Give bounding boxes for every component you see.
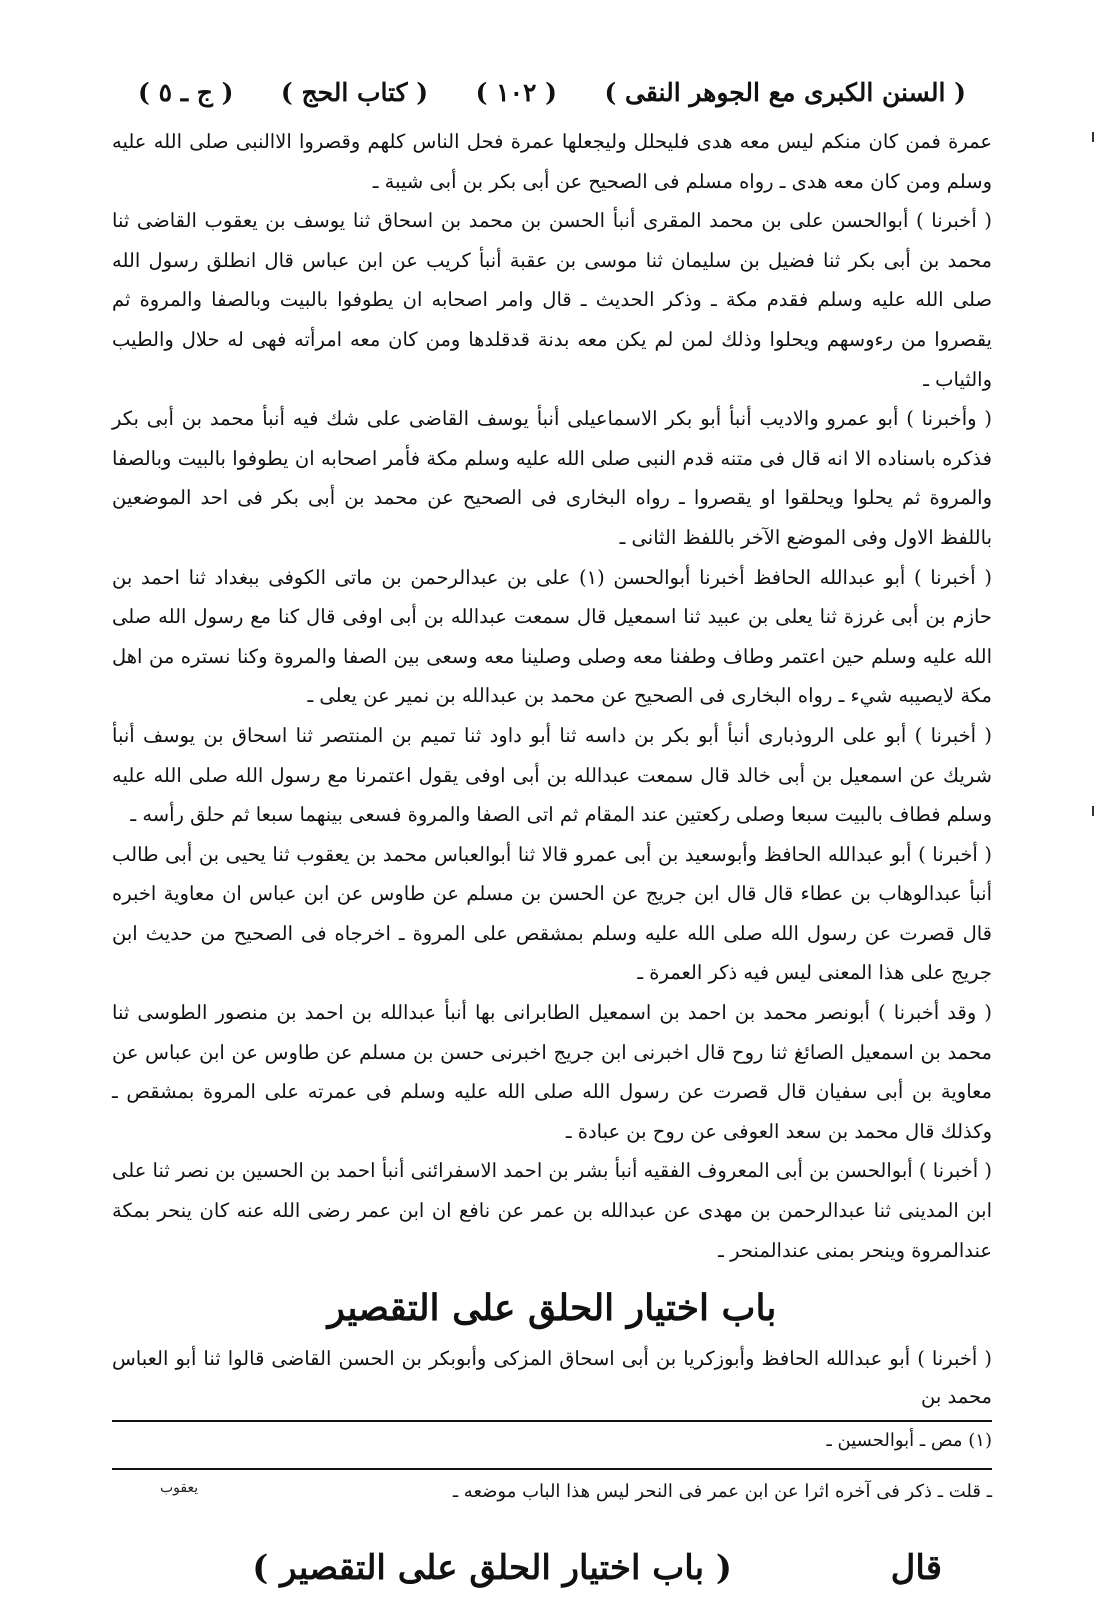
commentary-qala: قال [890,1548,942,1589]
footnote: (١) مص ـ أبوالحسين ـ [826,1430,992,1452]
paragraph: ( أخبرنا ) أبو على الروذبارى أنبأ أبو بكر بن داسه ثنا أبو داود ثنا تميم بن المنتصر ثنا اسحاق بن يوسف أنبأ شريك عن اسمعيل بن أبى خالد قال سمعت عبدالله بن أبى اوفى يقول اعتمرنا مع رسول الله صلى الله عليه وسلم فطاف بالبيت سبعا وصلى ركعتين عند المقام ثم اتى الصفا والمروة فسعى بينهما سبعا ثم حلق رأسه ـ [112,723,992,827]
paragraph: ( وأخبرنا ) أبو عمرو والاديب أنبأ أبو بكر الاسماعيلى أنبأ يوسف القاضى على شك فيه أنبأ محمد بن أبى بكر فذكره باسناده الا انه قال فى متنه قدم النبى صلى الله عليه وسلم مكة فأمر اصحابه ان يطوفوا بالبيت وبالصفا والمروة ثم يحلوا ويحلقوا او يقصروا ـ رواه البخارى فى الصحيح عن محمد بن أبى بكر فى احد الموضعين باللفظ الاول وفى الموضع الآخر باللفظ الثانى ـ [112,407,992,549]
section-title: ( كتاب الحج ) [280,78,429,107]
commentary-divider [112,1468,992,1470]
margin-mark-middle [1092,806,1094,816]
margin-mark-top [1092,132,1094,142]
paragraph: ( أخبرنا ) أبو عبدالله الحافظ وأبوسعيد بن أبى عمرو قالا ثنا أبوالعباس محمد بن يعقوب ثنا يحيى بن أبى طالب أنبأ عبدالوهاب بن عطاء قال قال ابن جريج عن الحسن بن مسلم عن طاوس عن ابن عباس ان معاوية اخبره قال قصرت عن رسول الله صلى الله عليه وسلم بمشقص على المروة ـ اخرجاه فى الصحيح من حديث ابن جريج على هذا المعنى ليس فيه ذكر العمرة ـ [112,842,992,985]
chapter-first-line: ( أخبرنا ) أبو عبدالله الحافظ وأبوزكريا بن أبى اسحاق المزكى وأبوبكر بن الحسن القاضى قالوا ثنا أبو العباس محمد بن [112,1347,992,1409]
commentary-text: ـ قلت ـ ذكر فى آخره اثرا عن ابن عمر فى النحر ليس هذا الباب موضعه ـ [452,1481,992,1503]
running-header [112,70,992,116]
paragraph: ( أخبرنا ) أبوالحسن بن أبى المعروف الفقيه أنبأ بشر بن احمد الاسفرائنى أنبأ احمد بن الحسين بن نصر ثنا على ابن المدينى ثنا عبدالرحمن بن مهدى عن عبدالله بن عمر عن نافع ان ابن عمر رضى الله عنه كان ينحر بمكة عندالمروة وينحر بمنى عندالمنحر ـ [112,1159,992,1262]
paragraph: عمرة فمن كان منكم ليس معه هدى فليحلل وليجعلها عمرة فحل الناس كلهم وقصروا الاالنبى صلى الله عليه وسلم ومن كان معه هدى ـ رواه مسلم فى الصحيح عن أبى بكر بن أبى شيبة ـ [112,130,992,193]
paragraph: ( أخبرنا ) أبو عبدالله الحافظ أخبرنا أبوالحسن (١) على بن عبدالرحمن بن ماتى الكوفى ببغداد ثنا احمد بن حازم بن أبى غرزة ثنا يعلى بن عبيد ثنا اسمعيل قال سمعت عبدالله بن أبى اوفى قال كنا مع رسول الله صلى الله عليه وسلم حين اعتمر وطاف وطفنا معه وصلى وصلينا معه وسعى بين الصفا والمروة وكنا نستره من اهل مكة لايصيبه شيء ـ رواه البخارى فى الصحيح عن محمد بن عبدالله بن نمير عن يعلى ـ [112,565,992,708]
paragraph: ( أخبرنا ) أبوالحسن علی بن محمد المقرى أنبأ الحسن بن محمد بن اسحاق ثنا يوسف بن يعقوب القاضى ثنا محمد بن أبى بكر ثنا فضيل بن سليمان ثنا موسى بن عقبة أنبأ كريب عن ابن عباس قال انطلق رسول الله صلى الله عليه وسلم فقدم مكة ـ وذكر الحديث ـ قال وامر اصحابه ان يطوفوا بالبيت وبالصفا والمروة ثم يقصروا من رءوسهم ويحلوا وذلك لمن لم يكن معه بدنة قدقلدها ومن كان معه امرأته فهى له حلال والطيب والثياب ـ [112,209,992,391]
signature: يعقوب [160,1480,199,1496]
commentary-heading [112,1528,992,1608]
page-number: ( ١٠٢ ) [475,78,558,107]
page [112,70,992,1608]
commentary-title: ( باب اختيار الحلق على التقصير ) [252,1548,732,1589]
chapter-title: باب اختيار الحلق على التقصير [327,1287,777,1330]
volume-label: ( ج ـ ٥ ) [138,78,234,107]
book-title: ( السنن الكبرى مع الجوهر النقى ) [604,78,966,107]
paragraph: ( وقد أخبرنا ) أبونصر محمد بن احمد بن اسمعيل الطابرانى بها أنبأ عبدالله بن احمد بن منصور الطوسى ثنا محمد بن اسمعيل الصائغ ثنا روح قال اخبرنى ابن جريج اخبرنى حسن بن مسلم عن طاوس عن ابن عباس عن معاوية بن أبى سفيان قال قصرت عن رسول الله صلى الله عليه وسلم فى عمرته على المروة بمشقص ـ وكذلك قال محمد بن سعد العوفى عن روح بن عبادة ـ [112,1001,992,1143]
main-text [112,122,992,1270]
